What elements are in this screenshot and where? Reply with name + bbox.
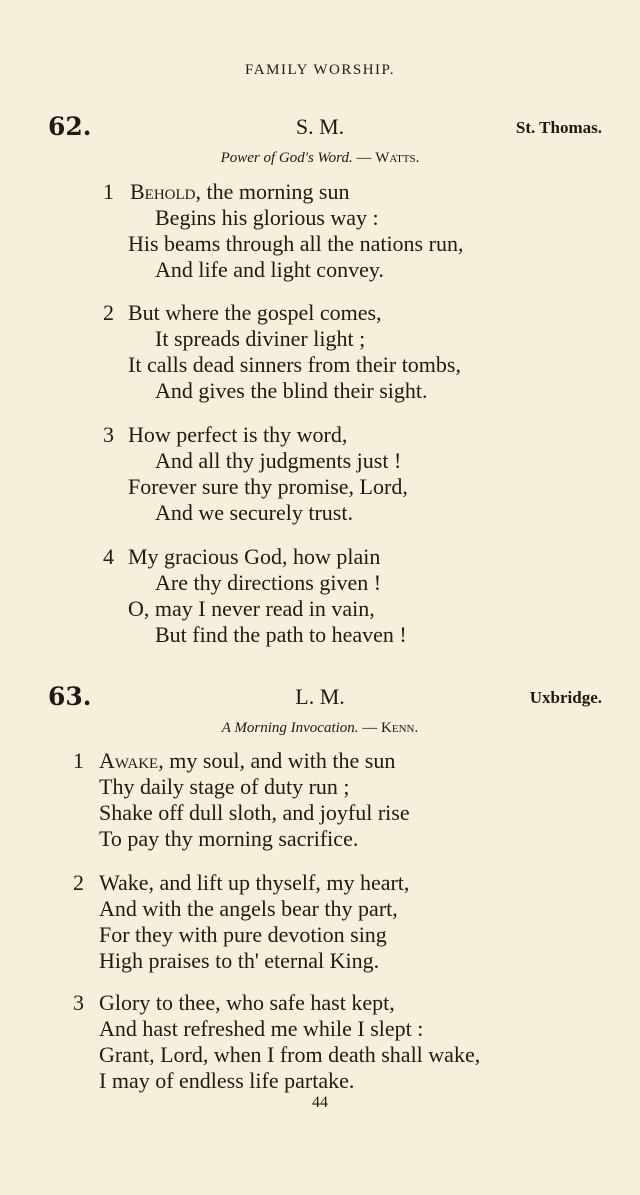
stanza-line bbox=[0, 774, 640, 800]
stanza-line bbox=[0, 231, 640, 257]
hymn-subtitle bbox=[0, 150, 640, 167]
hymn-tune: St. Thomas. bbox=[515, 118, 602, 137]
line-text: High praises to th' eternal King. bbox=[99, 948, 380, 973]
stanza-number: 4 bbox=[103, 544, 114, 569]
stanza-line bbox=[0, 896, 640, 922]
line-text: Wake, and lift up thyself, my heart, bbox=[99, 870, 410, 895]
line-text: O, may I never read in vain, bbox=[128, 596, 375, 621]
line-text: For they with pure devotion sing bbox=[99, 922, 387, 947]
stanza bbox=[0, 300, 640, 404]
line-text: My gracious God, how plain bbox=[128, 544, 381, 569]
stanza-line bbox=[0, 1068, 640, 1094]
line-text: I may of endless life partake. bbox=[99, 1068, 355, 1093]
stanza-line bbox=[0, 948, 640, 974]
line-text: And all thy judgments just ! bbox=[155, 448, 402, 473]
stanza-line bbox=[0, 800, 640, 826]
stanza-line bbox=[0, 378, 640, 404]
hymn-header bbox=[0, 112, 640, 142]
line-text: How perfect is thy word, bbox=[128, 422, 348, 447]
line-text: Forever sure thy promise, Lord, bbox=[128, 474, 408, 499]
stanza-line bbox=[0, 870, 640, 896]
line-text: Shake off dull sloth, and joyful rise bbox=[99, 800, 410, 825]
line-text: Begins his glorious way : bbox=[155, 205, 379, 230]
line-text: It calls dead sinners from their tombs, bbox=[128, 352, 461, 377]
stanza-number: 3 bbox=[73, 990, 84, 1015]
line-text: And we securely trust. bbox=[155, 500, 353, 525]
stanza-number: 2 bbox=[73, 870, 84, 895]
stanza-line bbox=[0, 622, 640, 648]
stanza bbox=[0, 179, 640, 283]
stanza-line bbox=[0, 257, 640, 283]
stanza-line bbox=[0, 1042, 640, 1068]
running-head: FAMILY WORSHIP. bbox=[245, 62, 395, 78]
line-text: But find the path to heaven ! bbox=[155, 622, 407, 647]
line-text: my soul, and with the sun bbox=[163, 748, 396, 773]
stanza-line bbox=[0, 179, 640, 205]
stanza-number: 1 bbox=[103, 179, 114, 204]
hymn-header bbox=[0, 682, 640, 712]
stanza-line bbox=[0, 474, 640, 500]
line-text: It spreads diviner light ; bbox=[155, 326, 366, 351]
hymn-title: Power of God's Word. bbox=[220, 150, 353, 166]
stanza-number: 1 bbox=[73, 748, 84, 773]
title-dash: — bbox=[362, 720, 378, 736]
stanza-line bbox=[0, 448, 640, 474]
hymn-meter: L. M. bbox=[295, 684, 345, 709]
first-word: Behold, bbox=[130, 179, 201, 204]
first-word: Awake, bbox=[99, 748, 164, 773]
stanza bbox=[0, 422, 640, 526]
stanza-number: 2 bbox=[103, 300, 114, 325]
line-text: Thy daily stage of duty run ; bbox=[99, 774, 350, 799]
stanza-number: 3 bbox=[103, 422, 114, 447]
line-text: the morning sun bbox=[201, 179, 350, 204]
line-text: Grant, Lord, when I from death shall wake, bbox=[99, 1042, 481, 1067]
hymn-author: Kenn. bbox=[381, 720, 419, 736]
hymn-number: 62. bbox=[48, 112, 92, 141]
stanza bbox=[0, 990, 640, 1094]
title-dash: — bbox=[356, 150, 372, 166]
stanza-line bbox=[0, 990, 640, 1016]
stanza-line bbox=[0, 570, 640, 596]
line-text: And gives the blind their sight. bbox=[155, 378, 428, 403]
stanza-line bbox=[0, 422, 640, 448]
line-text: Glory to thee, who safe hast kept, bbox=[99, 990, 395, 1015]
stanza-line bbox=[0, 500, 640, 526]
page-number: 44 bbox=[312, 1094, 328, 1111]
stanza bbox=[0, 748, 640, 852]
stanza-line bbox=[0, 1016, 640, 1042]
line-text: But where the gospel comes, bbox=[128, 300, 382, 325]
hymn-meter: S. M. bbox=[295, 114, 345, 139]
stanza-line bbox=[0, 748, 640, 774]
stanza-line bbox=[0, 205, 640, 231]
stanza-line bbox=[0, 544, 640, 570]
line-text: Are thy directions given ! bbox=[155, 570, 382, 595]
line-text: And hast refreshed me while I slept : bbox=[99, 1016, 424, 1041]
hymn-author: Watts. bbox=[375, 150, 420, 166]
stanza-line bbox=[0, 352, 640, 378]
stanza-line bbox=[0, 826, 640, 852]
stanza bbox=[0, 544, 640, 648]
hymn-tune: Uxbridge. bbox=[529, 688, 602, 707]
hymn-number: 63. bbox=[48, 682, 92, 711]
line-text: And with the angels bear thy part, bbox=[99, 896, 398, 921]
stanza bbox=[0, 870, 640, 974]
stanza-line bbox=[0, 300, 640, 326]
stanza-line bbox=[0, 596, 640, 622]
stanza-line bbox=[0, 922, 640, 948]
stanza-line bbox=[0, 326, 640, 352]
line-text: To pay thy morning sacrifice. bbox=[99, 826, 359, 851]
line-text: His beams through all the nations run, bbox=[128, 231, 464, 256]
hymn-subtitle bbox=[0, 720, 640, 737]
hymn-title: A Morning Invocation. bbox=[221, 720, 359, 736]
line-text: And life and light convey. bbox=[155, 257, 384, 282]
